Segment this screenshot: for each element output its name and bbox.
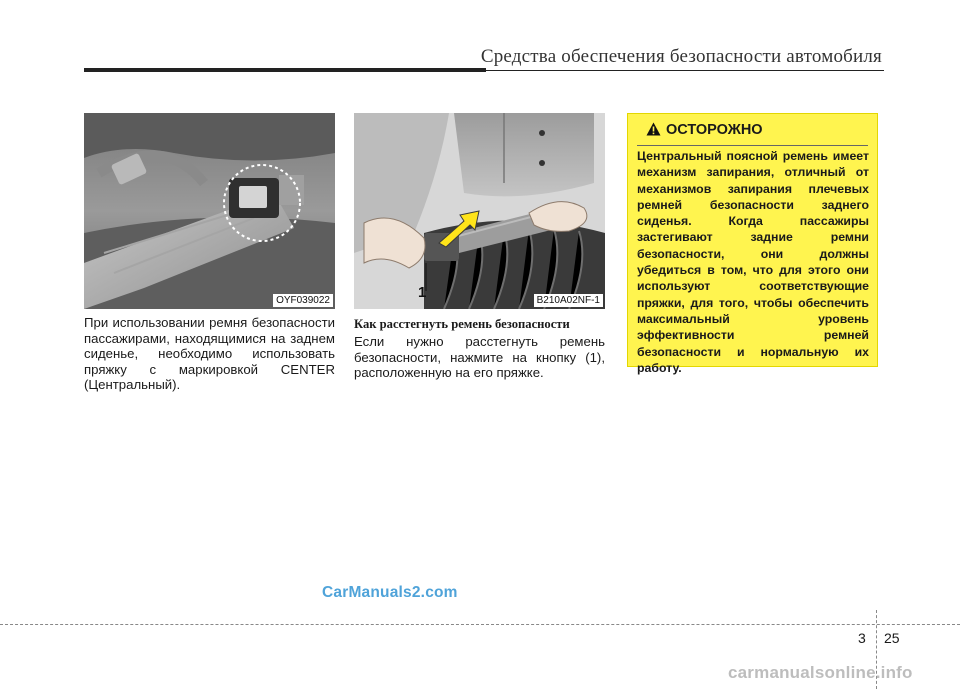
warning-divider [637, 145, 868, 146]
header-title: Средства обеспечения безопасности автомобиля [480, 46, 882, 67]
release-paragraph: Если нужно расстегнуть ремень безопасности, нажмите на кнопку (1), расположенную на его пряжке. [354, 334, 605, 381]
page-number: 25 [884, 630, 900, 646]
warning-box [627, 113, 878, 375]
section-subheading: Как расстегнуть ремень безопасности [354, 317, 570, 331]
footer-rule [0, 624, 960, 625]
callout-number: 1 [418, 284, 427, 301]
site-watermark: carmanualsonline.info [728, 663, 913, 682]
chapter-number: 3 [858, 630, 866, 646]
center-buckle-paragraph: При использовании ремня безопасности пассажирами, находящимися на заднем сиденье, необходимо использовать пряжку с маркировкой CENTER (Центральный). [84, 315, 335, 393]
warning-triangle-icon [646, 122, 661, 136]
image-code-label: B210A02NF-1 [534, 294, 603, 307]
warning-text: Центральный поясной ремень имеет механизм запирания, отличный от механизмов запирания плечевых ремней безопасности заднего сиденья. Когда пассажиры застегивают задние ремни безопасности, они должны убедиться в том, что для этого они используют соответствующие пряжки, для того, чтобы обеспечить максимальный уровень эффективности ремней безопасности и нормальную их работу. [637, 149, 869, 375]
warning-title-text: ОСТОРОЖНО [666, 122, 763, 138]
warning-title [646, 122, 763, 138]
seat-belt-release-photo [354, 113, 605, 309]
image-code-label: OYF039022 [273, 294, 333, 307]
seat-belt-center-photo [84, 113, 335, 309]
watermark-link[interactable]: CarManuals2.com [322, 584, 458, 601]
header-rule [84, 70, 884, 71]
